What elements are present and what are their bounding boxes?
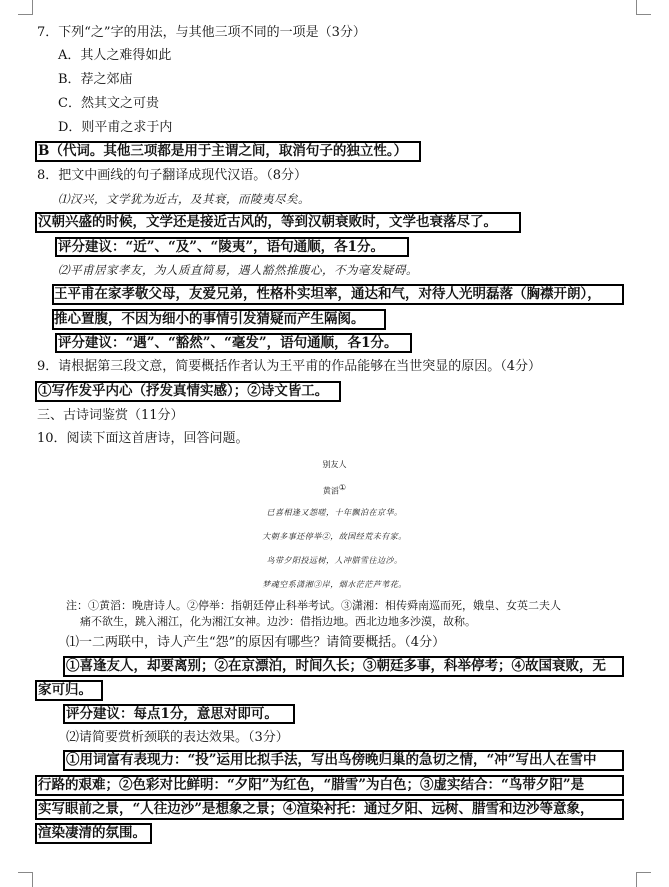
q10-answer-2-line4: 渲染凄清的氛围。	[38, 825, 146, 841]
q10-answer-1-line1: ①喜逢友人，却要离别；②在京漂泊，时间久长；③朝廷多事，科举停考；④故国衰败，无	[66, 658, 606, 674]
q10-answer-2-line3: 实写眼前之景，“人往边沙”是想象之景；④渲染衬托：通过夕阳、远树、腊雪和边沙等意象，	[38, 801, 594, 817]
q8-answer-2-line2: 推心置腹，不因为细小的事情引发猜疑而产生隔阂。	[54, 311, 365, 327]
poem-author-name: 黄滔	[322, 486, 339, 496]
poem-note-line1: 注：①黄滔：晚唐诗人。②停举：指朝廷停止科举考试。③潇湘：相传舜南巡而死，娥皇、女英二夫人	[66, 599, 561, 612]
q8-stem: 8．把文中画线的句子翻译成现代汉语。（8分）	[37, 168, 308, 183]
q7-option-a: A．其人之难得如此	[58, 48, 172, 63]
q7-option-b: B．荐之郊庙	[58, 72, 133, 87]
q8-sentence-2: ⑵平甫居家孝友，为人质直简易，遇人豁然推腹心，不为毫发疑碍。	[58, 263, 418, 277]
q10-answer-1-line2: 家可归。	[38, 682, 92, 698]
poem-line-4: 梦魂空系潇湘③岸，烟水茫茫芦苇花。	[262, 580, 407, 589]
poem-line-3: 鸟带夕阳投远树，人冲腊雪往边沙。	[266, 556, 403, 565]
poem-line-2: 大朝多事还停举②，故国经荒未有家。	[262, 532, 407, 541]
q10-sub-question-2: ⑵请简要赏析颈联的表达效果。（3分）	[66, 730, 289, 745]
q8-sentence-1: ⑴汉兴，文学犹为近古，及其衰，而陵夷尽矣。	[58, 192, 310, 206]
q9-stem: 9．请根据第三段文意，简要概括作者认为王平甫的作品能够在当世突显的原因。（4分）	[37, 359, 542, 374]
crop-mark-bottom-right	[636, 872, 651, 887]
poem-note-line2: 痛不欲生，跳入湘江，化为湘江女神。边沙：借指边地。西北边地多沙漠，故称。	[80, 615, 476, 628]
crop-mark-top-left	[18, 0, 33, 15]
poem-title: 别友人	[322, 460, 347, 469]
crop-mark-top-right	[636, 0, 651, 15]
q7-answer: B（代词。其他三项都是用于主谓之间，取消句子的独立性。）	[38, 143, 408, 159]
q10-sub-question-1: ⑴一二两联中，诗人产生“怨”的原因有哪些？请简要概括。（4分）	[66, 635, 446, 650]
q10-answer-2-line1: ①用词富有表现力：“投”运用比拟手法，写出鸟傍晚归巢的急切之情，“冲”写出人在雪中	[66, 752, 597, 768]
q9-answer: ①写作发乎内心（抒发真情实感）；②诗文皆工。	[38, 383, 329, 399]
q8-answer-1: 汉朝兴盛的时候，文学还是接近古风的，等到汉朝衰败时，文学也衰落尽了。	[38, 214, 497, 230]
q7-option-c: C．然其文之可贵	[58, 96, 159, 111]
q8-answer-2-line1: 王平甫在家孝敬父母，友爱兄弟，性格朴实坦率，通达和气，对待人光明磊落（胸襟开朗），	[54, 286, 601, 302]
section-3-title: 三、古诗词鉴赏（11分）	[37, 408, 184, 423]
q10-criteria-1: 评分建议：每点1分，意思对即可。	[66, 706, 278, 722]
poem-author-footnote: ①	[338, 483, 347, 492]
q8-criteria-2: 评分建议：“遇”、“豁然”、“毫发”，语句通顺，各1分。	[58, 335, 398, 351]
q10-answer-2-line2: 行路的艰难；②色彩对比鲜明：“夕阳”为红色，“腊雪”为白色；③虚实结合：“鸟带夕阳”是	[38, 777, 585, 793]
q10-stem: 10．阅读下面这首唐诗，回答问题。	[37, 431, 249, 446]
crop-mark-bottom-left	[18, 872, 33, 887]
poem-line-1: 已喜相逢又怨嗟，十年飘泊在京华。	[266, 508, 403, 517]
q8-criteria-1: 评分建议：“近”、“及”、“陵夷”，语句通顺，各1分。	[58, 239, 384, 255]
q7-option-d: D．则平甫之求于内	[58, 120, 173, 135]
q7-stem: 7．下列“之”字的用法，与其他三项不同的一项是（3分）	[37, 25, 366, 40]
poem-author	[0, 479, 669, 500]
